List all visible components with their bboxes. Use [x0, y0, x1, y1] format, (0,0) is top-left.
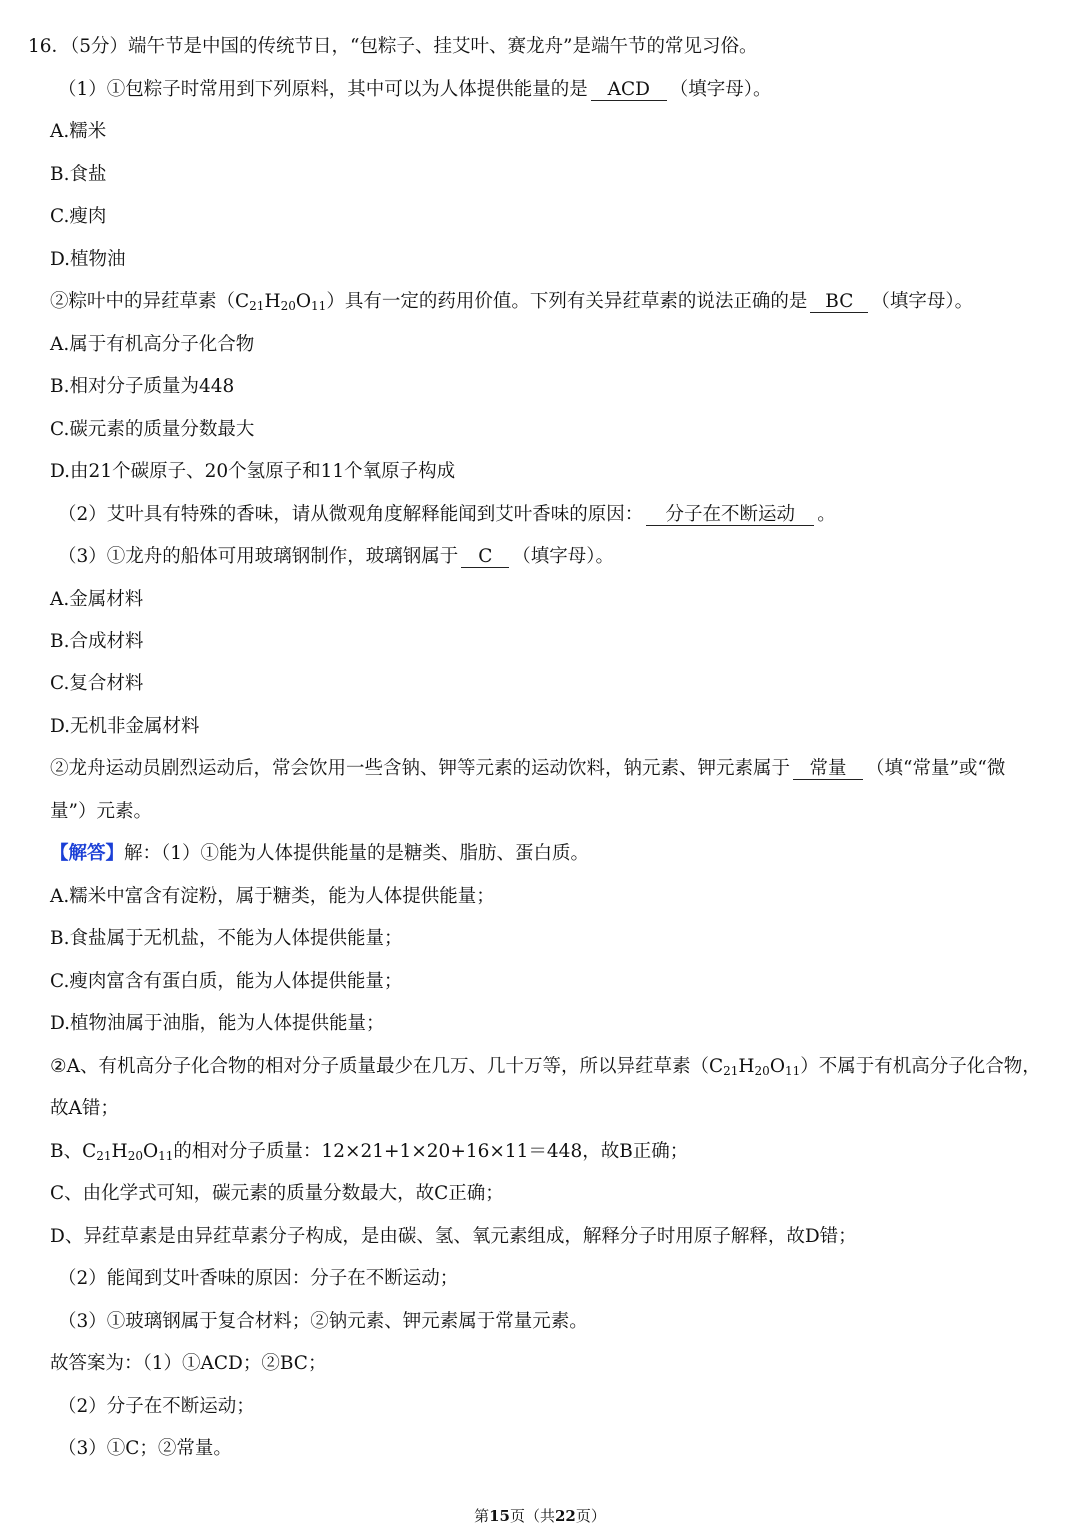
formula-subscript: 21 — [249, 299, 265, 313]
option-b: B.食盐 — [50, 164, 107, 185]
part3-answer-blank: C — [461, 547, 509, 568]
part3b-stem — [0, 757, 1080, 781]
formula-subscript: 11 — [784, 1064, 801, 1078]
answer-summary-title: 故答案为：（1）①ACD；②BC； — [50, 1353, 327, 1374]
part2-stem — [0, 503, 1080, 527]
option-a: A.糯米 — [50, 121, 107, 142]
solution-line: D、异荭草素是由异荭草素分子构成，是由碳、氢、氧元素组成，解释分子时用原子解释，故D错； — [50, 1226, 857, 1247]
formula-subscript: 20 — [127, 1149, 143, 1163]
solution-line: 故A错； — [50, 1098, 119, 1119]
part1b-stem-text: ）具有一定的药用价值。下列有关异荭草素的说法正确的是 — [326, 291, 808, 312]
formula-text: O — [295, 291, 312, 312]
footer-text: 页） — [575, 1507, 606, 1525]
part3b-stem-cont: 量”）元素。 — [50, 801, 152, 822]
part2-answer-blank: 分子在不断运动 — [646, 505, 814, 526]
option-d: D.植物油 — [50, 249, 126, 270]
option-b: B.相对分子质量为448 — [50, 376, 235, 397]
part3-stem-text: （3）①龙舟的船体可用玻璃钢制作，玻璃钢属于 — [58, 546, 459, 567]
answer-summary-line: （2）分子在不断运动； — [58, 1396, 255, 1417]
option-d: D.由21个碳原子、20个氢原子和11个氧原子构成 — [50, 461, 456, 482]
answer-summary-line: （3）①C；②常量。 — [58, 1438, 232, 1459]
part1-stem-suffix: （填字母）。 — [669, 79, 772, 100]
formula-subscript: 21 — [723, 1064, 739, 1078]
footer-text: 第 — [474, 1507, 490, 1525]
formula-subscript: 20 — [754, 1064, 770, 1078]
part2-stem-text: （2）艾叶具有特殊的香味，请从微观角度解释能闻到艾叶香味的原因： — [58, 504, 644, 525]
solution-text: 的相对分子质量：12×21+1×20+16×11＝448，故B正确； — [173, 1141, 689, 1162]
solution-line: B.食盐属于无机盐，不能为人体提供能量； — [50, 928, 403, 949]
solution-line: C.瘦肉富含有蛋白质，能为人体提供能量； — [50, 971, 403, 992]
formula-subscript: 11 — [158, 1149, 174, 1163]
part1-stem — [0, 78, 1080, 102]
formula-subscript: 20 — [280, 299, 296, 313]
part1b-stem — [0, 290, 1080, 318]
page-number: 15 — [489, 1507, 510, 1525]
formula-text: H — [111, 1141, 128, 1162]
option-d: D.无机非金属材料 — [50, 716, 200, 737]
option-a: A.金属材料 — [50, 589, 144, 610]
solution-line — [0, 1055, 1080, 1083]
formula-text: H — [264, 291, 281, 312]
formula-text: ②粽叶中的异荭草素（C — [50, 291, 250, 312]
solution-line: A.糯米中富含有淀粉，属于糖类，能为人体提供能量； — [50, 886, 495, 907]
formula-subscript: 21 — [96, 1149, 112, 1163]
option-a: A.属于有机高分子化合物 — [50, 334, 255, 355]
solution-line — [0, 1140, 1080, 1168]
solution-tag: 【解答】 — [50, 843, 125, 864]
option-b: B.合成材料 — [50, 631, 144, 652]
page-footer — [0, 1506, 1080, 1526]
footer-text: 页（共 — [509, 1507, 555, 1525]
question-header: 16．（5分）端午节是中国的传统节日，“包粽子、挂艾叶、赛龙舟”是端午节的常见习俗。 — [28, 36, 758, 57]
solution-line: （2）能闻到艾叶香味的原因：分子在不断运动； — [58, 1268, 459, 1289]
solution-intro — [0, 842, 1080, 866]
part3b-stem-suffix: （填“常量”或“微 — [866, 758, 1006, 779]
option-c: C.复合材料 — [50, 673, 144, 694]
solution-line: C、由化学式可知，碳元素的质量分数最大，故C正确； — [50, 1183, 504, 1204]
solution-line: （3）①玻璃钢属于复合材料；②钠元素、钾元素属于常量元素。 — [58, 1311, 588, 1332]
part1-stem-text: （1）①包粽子时常用到下列原料，其中可以为人体提供能量的是 — [58, 79, 588, 100]
solution-text: B、C — [50, 1141, 97, 1162]
part3-stem — [0, 545, 1080, 569]
solution-line: D.植物油属于油脂，能为人体提供能量； — [50, 1013, 385, 1034]
formula-text: H — [738, 1056, 755, 1077]
part3-stem-suffix: （填字母）。 — [512, 546, 615, 567]
formula-text: O — [142, 1141, 159, 1162]
solution-text: ②A、有机高分子化合物的相对分子质量最少在几万、几十万等，所以异荭草素（C — [50, 1056, 724, 1077]
solution-intro-text: 解：（1）①能为人体提供能量的是糖类、脂肪、蛋白质。 — [124, 843, 590, 864]
part2-stem-suffix: 。 — [817, 504, 836, 525]
page-total: 22 — [555, 1507, 576, 1525]
part1-answer-blank: ACD — [591, 80, 667, 101]
solution-text: ）不属于有机高分子化合物， — [800, 1056, 1041, 1077]
part1b-answer-blank: BC — [810, 292, 868, 313]
part1b-stem-suffix: （填字母）。 — [871, 291, 974, 312]
formula-text: O — [769, 1056, 785, 1077]
option-c: C.碳元素的质量分数最大 — [50, 419, 255, 440]
part3b-answer-blank: 常量 — [793, 759, 863, 780]
option-c: C.瘦肉 — [50, 206, 107, 227]
formula-subscript: 11 — [311, 299, 327, 313]
part3b-stem-text: ②龙舟运动员剧烈运动后，常会饮用一些含钠、钾等元素的运动饮料，钠元素、钾元素属于 — [50, 758, 791, 779]
